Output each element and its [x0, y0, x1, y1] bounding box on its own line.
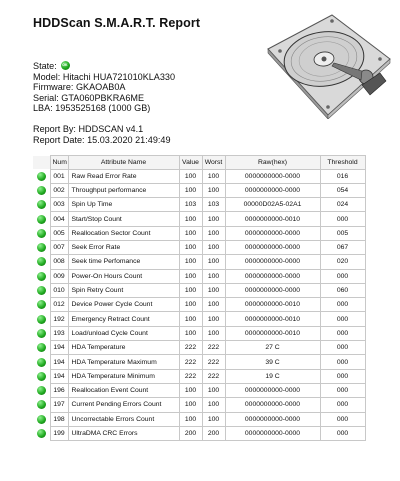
value-cell: 100: [179, 255, 202, 269]
table-row: [33, 341, 365, 355]
attribute-name-cell: Throughput performance: [68, 183, 179, 197]
value-cell: 100: [179, 383, 202, 397]
value-cell: 100: [179, 326, 202, 340]
raw-cell: 27 C: [225, 341, 320, 355]
raw-cell: 0000000000-0010: [225, 298, 320, 312]
ok-status-icon: [37, 429, 46, 438]
num-cell: 010: [50, 283, 68, 297]
worst-cell: 222: [202, 355, 225, 369]
lba-text: LBA: 1953525168 (1000 GB): [33, 103, 151, 114]
attribute-name-cell: Device Power Cycle Count: [68, 298, 179, 312]
value-cell: 103: [179, 198, 202, 212]
table-row: [33, 398, 365, 412]
table-row: [33, 412, 365, 426]
attribute-name-cell: Start/Stop Count: [68, 212, 179, 226]
ok-status-icon: [37, 415, 46, 424]
model-text: Model: Hitachi HUA721010KLA330: [33, 71, 176, 82]
status-cell: [33, 226, 50, 240]
ok-status-icon: [37, 172, 46, 181]
attribute-name-cell: HDA Temperature Minimum: [68, 369, 179, 383]
table-row: [33, 326, 365, 340]
ok-status-icon: [37, 186, 46, 195]
table-row: [33, 198, 365, 212]
num-cell: 001: [50, 169, 68, 183]
table-row: [33, 383, 365, 397]
num-cell: 003: [50, 198, 68, 212]
table-row: [33, 355, 365, 369]
status-cell: [33, 240, 50, 254]
ok-status-icon: [37, 372, 46, 381]
table-row: [33, 212, 365, 226]
value-cell: 100: [179, 226, 202, 240]
attribute-name-cell: Reallocation Sector Count: [68, 226, 179, 240]
ok-badge-text: OK: [62, 63, 68, 67]
header-attribute-name: Attribute Name: [68, 156, 179, 170]
table-row: [33, 426, 365, 440]
ok-status-icon: [37, 215, 46, 224]
threshold-cell: 000: [320, 426, 365, 440]
status-cell: [33, 412, 50, 426]
raw-cell: 0000000000-0000: [225, 169, 320, 183]
status-cell: [33, 383, 50, 397]
attribute-name-cell: Spin Up Time: [68, 198, 179, 212]
header-status: [33, 156, 50, 170]
attribute-name-cell: Seek Error Rate: [68, 240, 179, 254]
threshold-cell: 000: [320, 369, 365, 383]
threshold-cell: 000: [320, 412, 365, 426]
num-cell: 194: [50, 341, 68, 355]
worst-cell: 100: [202, 226, 225, 240]
threshold-cell: 000: [320, 341, 365, 355]
table-row: [33, 269, 365, 283]
num-cell: 194: [50, 369, 68, 383]
header-num: Num: [50, 156, 68, 170]
threshold-cell: 000: [320, 298, 365, 312]
value-cell: 100: [179, 183, 202, 197]
value-cell: 100: [179, 212, 202, 226]
threshold-cell: 060: [320, 283, 365, 297]
status-cell: [33, 269, 50, 283]
threshold-cell: 005: [320, 226, 365, 240]
num-cell: 198: [50, 412, 68, 426]
header-raw: Raw(hex): [225, 156, 320, 170]
worst-cell: 100: [202, 269, 225, 283]
worst-cell: 222: [202, 341, 225, 355]
attribute-name-cell: HDA Temperature Maximum: [68, 355, 179, 369]
worst-cell: 222: [202, 369, 225, 383]
status-cell: [33, 169, 50, 183]
ok-status-icon: [37, 315, 46, 324]
ok-status-icon: [37, 400, 46, 409]
raw-cell: 19 C: [225, 369, 320, 383]
report-by-text: Report By: HDDSCAN v4.1: [33, 124, 144, 134]
drive-info: [33, 61, 175, 114]
num-cell: 002: [50, 183, 68, 197]
table-row: [33, 312, 365, 326]
threshold-cell: 000: [320, 398, 365, 412]
serial-text: Serial: GTA060PBKRA6ME: [33, 92, 145, 103]
value-cell: 100: [179, 240, 202, 254]
table-row: [33, 283, 365, 297]
num-cell: 004: [50, 212, 68, 226]
worst-cell: 100: [202, 298, 225, 312]
attribute-name-cell: Uncorrectable Errors Count: [68, 412, 179, 426]
raw-cell: 0000000000-0010: [225, 326, 320, 340]
table-row: [33, 169, 365, 183]
ok-status-icon: [37, 257, 46, 266]
worst-cell: 100: [202, 398, 225, 412]
table-row: [33, 255, 365, 269]
ok-status-icon: [37, 243, 46, 252]
raw-cell: 0000000000-0000: [225, 183, 320, 197]
worst-cell: 100: [202, 326, 225, 340]
num-cell: 197: [50, 398, 68, 412]
table-row: [33, 226, 365, 240]
attribute-name-cell: Spin Retry Count: [68, 283, 179, 297]
threshold-cell: 000: [320, 269, 365, 283]
table-row: [33, 298, 365, 312]
attribute-name-cell: Load/unload Cycle Count: [68, 326, 179, 340]
ok-status-icon: [37, 343, 46, 352]
value-cell: 100: [179, 169, 202, 183]
worst-cell: 100: [202, 183, 225, 197]
attribute-name-cell: Raw Read Error Rate: [68, 169, 179, 183]
worst-cell: 100: [202, 312, 225, 326]
attribute-name-cell: Emergency Retract Count: [68, 312, 179, 326]
status-cell: [33, 255, 50, 269]
value-cell: 200: [179, 426, 202, 440]
state-label: State:: [33, 61, 57, 71]
attribute-name-cell: Seek time Perfomance: [68, 255, 179, 269]
raw-cell: 0000000000-0010: [225, 312, 320, 326]
value-cell: 100: [179, 298, 202, 312]
ok-status-icon: [37, 272, 46, 281]
smart-attributes-table: [33, 155, 366, 441]
firmware-text: Firmware: GKAOAB0A: [33, 82, 126, 93]
report-date-text: Report Date: 15.03.2020 21:49:49: [33, 134, 171, 145]
num-cell: 196: [50, 383, 68, 397]
table-row: [33, 240, 365, 254]
threshold-cell: 000: [320, 383, 365, 397]
worst-cell: 100: [202, 240, 225, 254]
status-cell: [33, 369, 50, 383]
attribute-name-cell: UltraDMA CRC Errors: [68, 426, 179, 440]
worst-cell: 100: [202, 383, 225, 397]
num-cell: 193: [50, 326, 68, 340]
ok-status-icon: [37, 300, 46, 309]
raw-cell: 0000000000-0000: [225, 269, 320, 283]
raw-cell: 0000000000-0000: [225, 240, 320, 254]
num-cell: 012: [50, 298, 68, 312]
raw-cell: 0000000000-0000: [225, 383, 320, 397]
threshold-cell: 067: [320, 240, 365, 254]
ok-status-icon: [37, 386, 46, 395]
status-cell: [33, 426, 50, 440]
threshold-cell: 016: [320, 169, 365, 183]
header-value: Value: [179, 156, 202, 170]
status-cell: [33, 198, 50, 212]
num-cell: 005: [50, 226, 68, 240]
raw-cell: 0000000000-0000: [225, 283, 320, 297]
status-cell: [33, 341, 50, 355]
raw-cell: 39 C: [225, 355, 320, 369]
raw-cell: 00000D02A5-02A1: [225, 198, 320, 212]
value-cell: 100: [179, 398, 202, 412]
header-threshold: Threshold: [320, 156, 365, 170]
raw-cell: 0000000000-0000: [225, 426, 320, 440]
status-cell: [33, 355, 50, 369]
num-cell: 192: [50, 312, 68, 326]
raw-cell: 0000000000-0000: [225, 226, 320, 240]
value-cell: 222: [179, 355, 202, 369]
state-row: [33, 61, 175, 72]
num-cell: 194: [50, 355, 68, 369]
value-cell: 100: [179, 412, 202, 426]
threshold-cell: 000: [320, 312, 365, 326]
attribute-name-cell: Power-On Hours Count: [68, 269, 179, 283]
threshold-cell: 020: [320, 255, 365, 269]
ok-status-icon: [61, 61, 70, 70]
threshold-cell: 054: [320, 183, 365, 197]
worst-cell: 200: [202, 426, 225, 440]
num-cell: 199: [50, 426, 68, 440]
num-cell: 009: [50, 269, 68, 283]
attribute-name-cell: HDA Temperature: [68, 341, 179, 355]
num-cell: 008: [50, 255, 68, 269]
ok-status-icon: [37, 329, 46, 338]
status-cell: [33, 283, 50, 297]
threshold-cell: 000: [320, 326, 365, 340]
report-info: [33, 124, 171, 146]
worst-cell: 100: [202, 169, 225, 183]
status-cell: [33, 326, 50, 340]
ok-status-icon: [37, 229, 46, 238]
worst-cell: 100: [202, 255, 225, 269]
value-cell: 100: [179, 312, 202, 326]
report-title: HDDScan S.M.A.R.T. Report: [33, 16, 201, 30]
raw-cell: 0000000000-0000: [225, 412, 320, 426]
hard-drive-illustration: [262, 11, 394, 119]
value-cell: 100: [179, 269, 202, 283]
ok-status-icon: [37, 286, 46, 295]
status-cell: [33, 183, 50, 197]
attribute-name-cell: Current Pending Errors Count: [68, 398, 179, 412]
value-cell: 222: [179, 369, 202, 383]
ok-status-icon: [37, 200, 46, 209]
threshold-cell: 024: [320, 198, 365, 212]
header-worst: Worst: [202, 156, 225, 170]
status-cell: [33, 398, 50, 412]
table-row: [33, 183, 365, 197]
worst-cell: 100: [202, 212, 225, 226]
status-cell: [33, 312, 50, 326]
worst-cell: 103: [202, 198, 225, 212]
ok-status-icon: [37, 358, 46, 367]
table-header-row: [33, 156, 365, 170]
table-row: [33, 369, 365, 383]
worst-cell: 100: [202, 283, 225, 297]
raw-cell: 0000000000-0010: [225, 212, 320, 226]
status-cell: [33, 212, 50, 226]
raw-cell: 0000000000-0000: [225, 398, 320, 412]
status-cell: [33, 298, 50, 312]
threshold-cell: 000: [320, 355, 365, 369]
num-cell: 007: [50, 240, 68, 254]
value-cell: 100: [179, 283, 202, 297]
raw-cell: 0000000000-0000: [225, 255, 320, 269]
attribute-name-cell: Reallocation Event Count: [68, 383, 179, 397]
worst-cell: 100: [202, 412, 225, 426]
threshold-cell: 000: [320, 212, 365, 226]
value-cell: 222: [179, 341, 202, 355]
